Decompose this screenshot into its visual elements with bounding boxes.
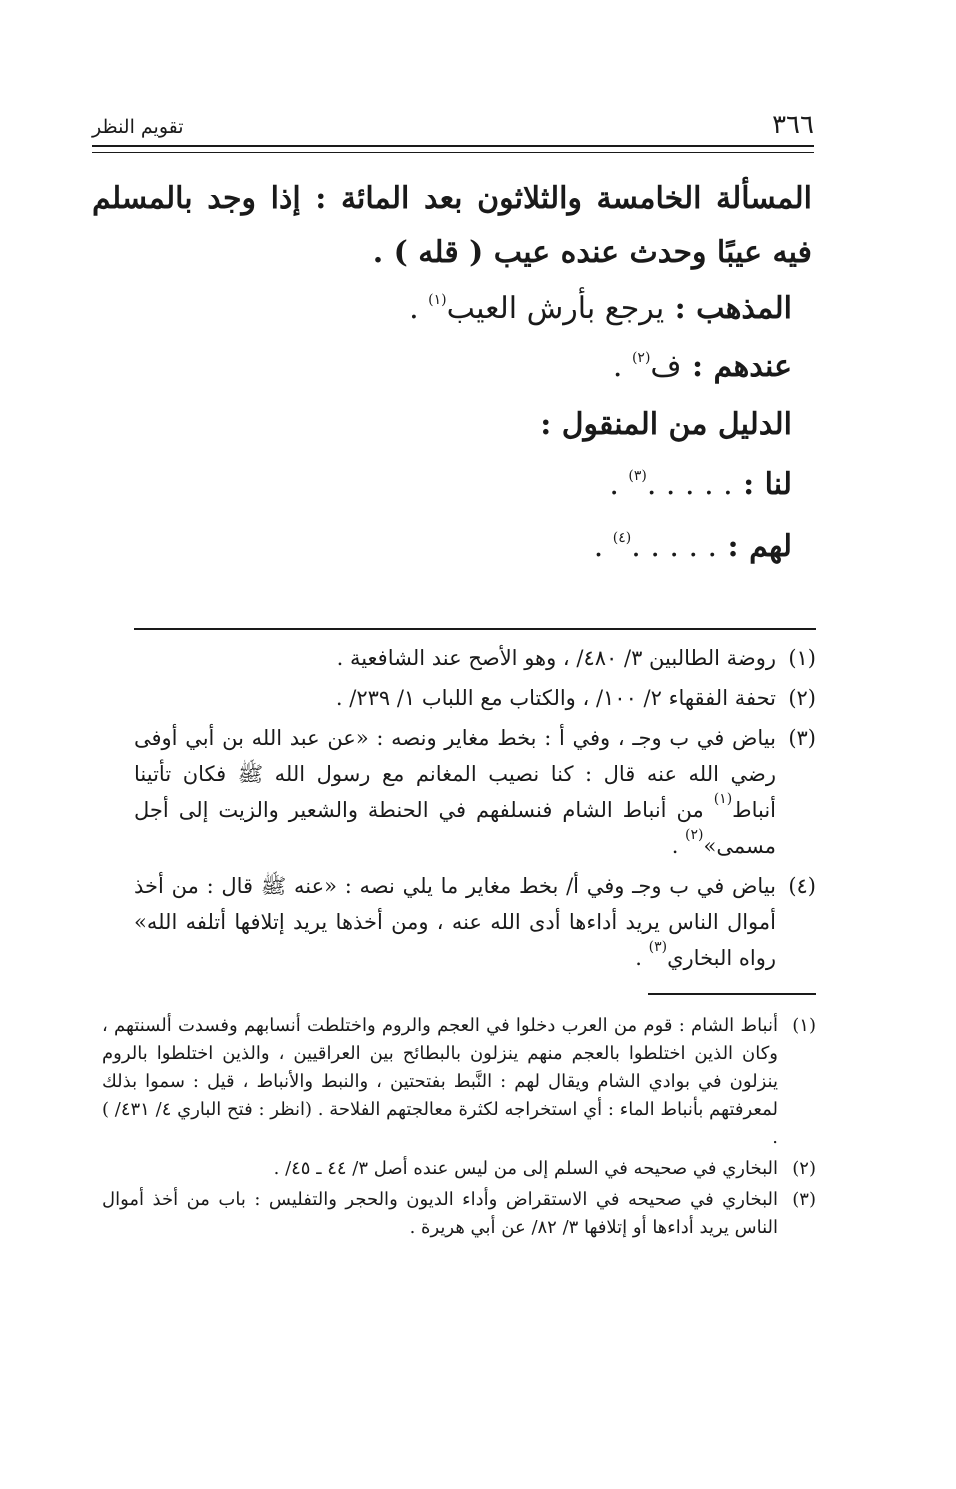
- subnote-1: [102, 1012, 816, 1152]
- footnotes: [134, 640, 816, 980]
- page-header: [92, 108, 814, 142]
- row-separator: :: [732, 467, 765, 502]
- row-label: لنا: [764, 467, 792, 502]
- evidence-heading: [92, 400, 792, 450]
- subnote-2: [102, 1155, 816, 1183]
- footnote-ref: (١): [428, 292, 447, 308]
- row-label: عندهم: [713, 349, 792, 384]
- running-title: تقويم النظر: [92, 116, 184, 138]
- row-separator: :: [540, 407, 562, 442]
- row-text: يرجع بأرش العيب: [446, 291, 665, 326]
- header-rule: [92, 145, 814, 153]
- footnote-text: روضة الطالبين ٣/ ٤٨٠/ ، وهو الأصح عند الشافعية .: [336, 646, 776, 670]
- subnote-text: البخاري في صحيحه في السلم إلى من ليس عنده أصل ٣/ ٤٤ ـ ٤٥/ .: [273, 1158, 778, 1179]
- footnote-1: [134, 640, 816, 676]
- row-label: الدليل من المنقول: [561, 407, 792, 442]
- subnote-number: (٣): [792, 1189, 816, 1210]
- subnote-text: أنباط الشام : قوم من العرب دخلوا في العجم والروم واختلطت أنسابهم وفسدت ألسنتهم ، وكان الذين اختلطوا بالعجم منهم ينزلون بالبطائح بين العراقيين ، والذين اختلطوا بالروم ينزلون في بوادي الشام ويقال لهم : النَّبط بفتحتين ، والنبط والأنباط ، قيل : سموا بذلك لمعرفتهم بأنباط الماء : أي استخراجه لكثرة معالجتهم الفلاحة . (انظر : فتح الباري ٤/ ٤٣١/ ) .: [102, 1015, 778, 1148]
- row-separator: :: [681, 349, 714, 384]
- row-label: لهم: [749, 529, 792, 564]
- footnote-rule: [134, 628, 816, 630]
- footnote-ref: (٣): [628, 468, 647, 484]
- row-tail: .: [612, 349, 632, 384]
- subnote-3: [102, 1186, 816, 1242]
- footnote-text: من أنباط الشام فنسلفهم في الحنطة والشعير والزيت إلى أجل مسمى»: [134, 798, 776, 858]
- row-separator: :: [664, 291, 697, 326]
- row-label: المذهب: [696, 291, 792, 326]
- footnote-ref: (٤): [612, 530, 632, 546]
- lana-row: [92, 460, 792, 510]
- footnote-number: (١): [788, 646, 816, 670]
- madhhab-row: [92, 284, 792, 334]
- subnote-number: (٢): [792, 1158, 816, 1179]
- footnote-text: بياض في ب وجـ وفي أ/ بخط مغاير ما يلي نصه : «عنه ﷺ قال : من أخذ أموال الناس يريد أداءها أدى الله عنه ، ومن أخذها يريد إتلافها أتلفه الله» رواه البخاري: [134, 874, 776, 970]
- row-text: . . . . .: [631, 529, 718, 564]
- footnote-ref: (٢): [685, 827, 704, 843]
- footnote-ref: (١): [713, 791, 733, 807]
- footnote-ref: (٣): [648, 939, 668, 955]
- footnote-text: تحفة الفقهاء ٢/ ١٠٠/ ، والكتاب مع اللباب ١/ ٢٣٩/ .: [335, 686, 776, 710]
- footnote-text: .: [671, 834, 686, 858]
- page-number: ٣٦٦: [772, 110, 814, 140]
- row-tail: .: [593, 529, 613, 564]
- row-text: ف: [650, 349, 682, 384]
- footnote-2: [134, 680, 816, 716]
- row-text: . . . . .: [646, 467, 733, 502]
- row-tail: .: [609, 467, 629, 502]
- indahum-row: [92, 342, 792, 392]
- footnote-number: (٤): [788, 874, 816, 898]
- footnote-4: [134, 868, 816, 976]
- subnote-number: (١): [792, 1015, 816, 1036]
- subnote-rule: [648, 993, 816, 995]
- row-tail: .: [409, 291, 429, 326]
- footnote-number: (٢): [788, 686, 816, 710]
- footnote-text: بياض في ب وجـ ، وفي أ : بخط مغاير ونصه : «عن عبد الله بن أبي أوفى رضي الله عنه قال : كنا نصيب المغانم مع رسول الله ﷺ فكان تأتينا أنباط: [134, 726, 776, 822]
- footnote-ref: (٢): [631, 350, 651, 366]
- subnote-text: البخاري في صحيحه في الاستقراض وأداء الديون والحجر والتفليس : باب من أخذ أموال الناس يريد أداءها أو إتلافها ٣/ ٨٢/ عن أبي هريرة .: [102, 1189, 778, 1238]
- footnote-number: (٣): [788, 726, 816, 750]
- footnote-text: .: [635, 946, 649, 970]
- footnote-3: [134, 720, 816, 864]
- lahum-row: [92, 522, 792, 572]
- row-separator: :: [717, 529, 750, 564]
- issue-heading: المسألة الخامسة والثلاثون بعد المائة : إذا وجد بالمسلم فيه عيبًا وحدث عنده عيب ( قله ) .: [92, 181, 812, 270]
- subnotes: [102, 1012, 816, 1245]
